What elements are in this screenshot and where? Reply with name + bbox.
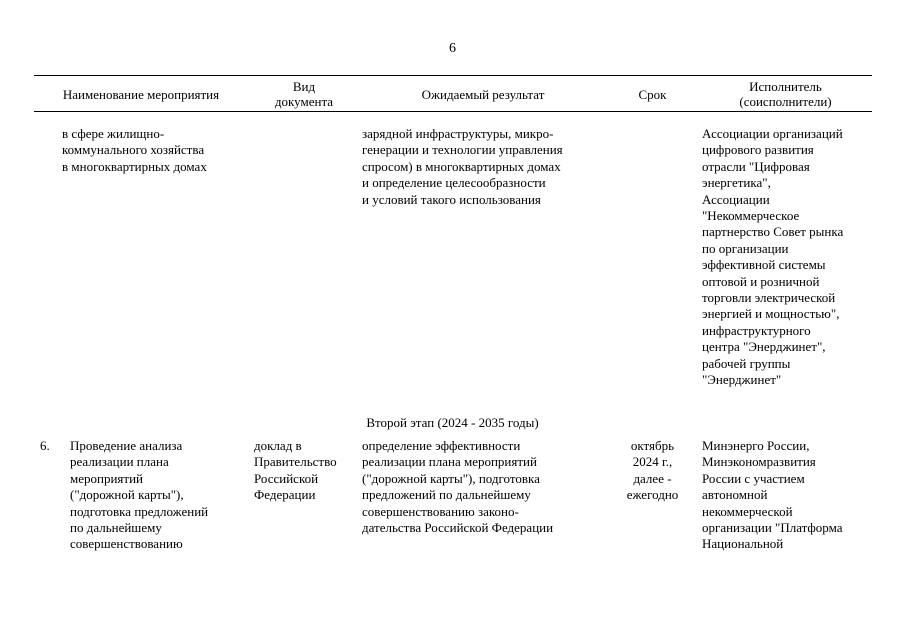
- table-header-top-rule: [34, 75, 872, 76]
- expected-result: зарядной инфраструктуры, микро- генерации и технологии управления спросом) в многоквартирных домах и определение целесообразности и условий такого использования: [362, 126, 563, 207]
- header-event-name: Наименование мероприятия: [62, 86, 220, 102]
- row-number: 6.: [40, 438, 50, 453]
- event-name: Проведение анализа реализации плана мероприятий ("дорожной карты"), подготовка предложений по дальнейшему совершенствованию: [70, 438, 209, 552]
- deadline: октябрь 2024 г., далее - ежегодно: [626, 438, 679, 503]
- event-name: в сфере жилищно- коммунального хозяйства в многоквартирных домах: [62, 126, 207, 174]
- executor: Ассоциации организаций цифрового развития отрасли "Цифровая энергетика", Ассоциации "Некоммерческое партнерство Совет рынка по организации эффективной системы оптовой и розничной торговли электрической энергией и мощностью", инфраструктурного центра "Энерджинет", рабочей группы "Энерджинет": [702, 126, 844, 388]
- stage-heading: Второй этап (2024 - 2035 годы): [366, 415, 539, 430]
- header-document-type: Вид документа: [274, 79, 334, 109]
- table-header-bottom-rule: [34, 111, 872, 112]
- header-expected-result: Ожидаемый результат: [421, 86, 545, 102]
- header-executor: Исполнитель (соисполнители): [739, 79, 832, 109]
- expected-result: определение эффективности реализации плана мероприятий ("дорожной карты"), подготовка предложений по дальнейшему совершенствованию законо- дательства Российской Федерации: [362, 438, 554, 536]
- document-type: доклад в Правительство Российской Федерации: [254, 438, 337, 503]
- executor: Минэнерго России, Минэкономразвития России с участием автономной некоммерческой организации "Платформа Национальной: [702, 438, 843, 552]
- header-deadline: Срок: [638, 86, 667, 102]
- page-number: 6: [449, 41, 456, 56]
